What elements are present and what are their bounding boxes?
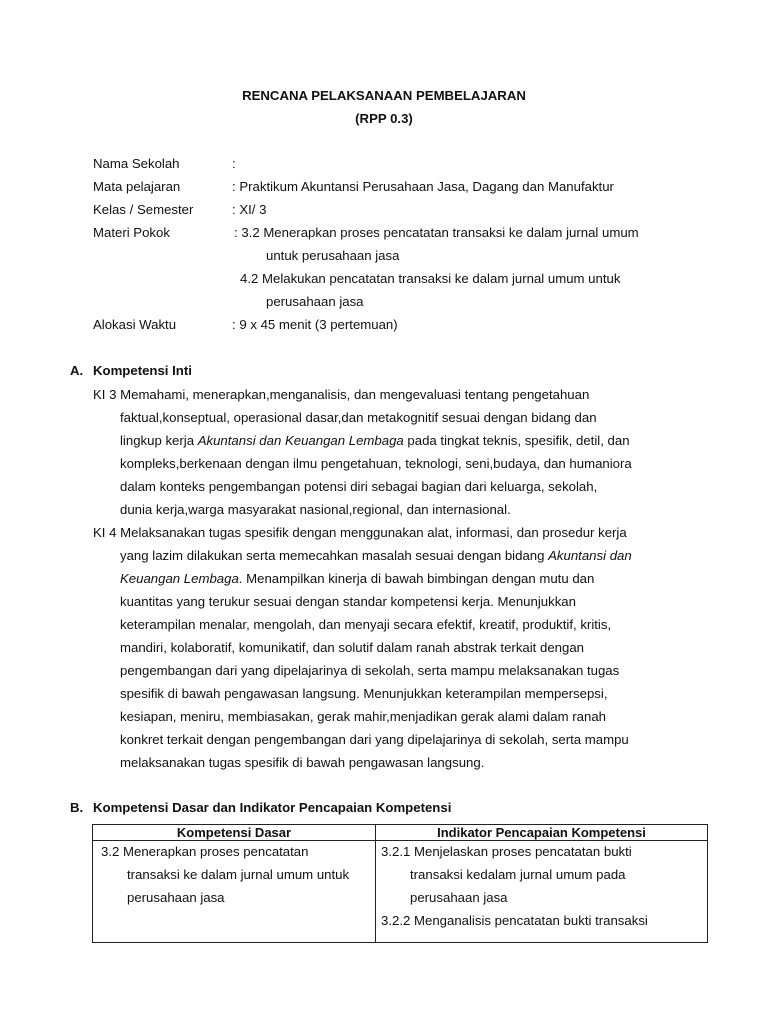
document-title: RENCANA PELAKSANAAN PEMBELAJARAN [242, 88, 526, 103]
ki3-text: lingkup kerja [120, 433, 198, 448]
column-header-kd: Kompetensi Dasar [93, 825, 376, 841]
school-value: : [232, 156, 236, 171]
ki4-line: spesifik di bawah pengawasan langsung. Menunjukkan keterampilan mempersepsi, [120, 686, 608, 701]
competency-table [92, 824, 708, 943]
section-a-heading: Kompetensi Inti [93, 363, 192, 378]
school-label: Nama Sekolah [93, 156, 180, 171]
ki3-line: dunia kerja,warga masyarakat nasional,regional, dan internasional. [120, 502, 511, 517]
table-row [93, 841, 708, 943]
kd-line: perusahaan jasa [127, 890, 225, 905]
ki4-line [120, 549, 632, 562]
subject-label: Mata pelajaran [93, 179, 181, 194]
ki4-line: mandiri, kolaboratif, komunikatif, dan solutif dalam ranah abstrak terkait dengan [120, 640, 585, 655]
subject-value: : Praktikum Akuntansi Perusahaan Jasa, Dagang dan Manufaktur [232, 179, 614, 194]
ki4-line: melaksanakan tugas spesifik di bawah pengawasan langsung. [120, 755, 485, 770]
material-line-4: perusahaan jasa [266, 294, 364, 309]
ki4-field-name: Keuangan Lembaga [120, 571, 239, 586]
ki3-line: faktual,konseptual, operasional dasar,dan metakognitif sesuai dengan bidang dan [120, 410, 597, 425]
ki3-text: pada tingkat teknis, spesifik, detil, dan [403, 433, 630, 448]
section-b-heading: Kompetensi Dasar dan Indikator Pencapaian Kompetensi [93, 800, 452, 815]
table-header-row [93, 825, 708, 841]
ki4-line: KI 4 Melaksanakan tugas spesifik dengan menggunakan alat, informasi, dan prosedur kerja [93, 525, 627, 540]
class-value: : XI/ 3 [232, 202, 267, 217]
class-label: Kelas / Semester [93, 202, 194, 217]
time-label: Alokasi Waktu [93, 317, 177, 332]
material-line-3: 4.2 Melakukan pencatatan transaksi ke dalam jurnal umum untuk [240, 271, 621, 286]
kd-line: 3.2 Menerapkan proses pencatatan [101, 844, 309, 859]
ki4-field-name: Akuntansi dan [548, 548, 632, 563]
section-b-marker: B. [70, 800, 84, 815]
kd-line: transaksi ke dalam jurnal umum untuk [127, 867, 350, 882]
ki4-line: pengembangan dari yang dipelajarinya di sekolah, serta mampu melaksanakan tugas [120, 663, 620, 678]
ki4-line [120, 572, 594, 585]
ki4-text: yang lazim dilakukan serta memecahkan masalah sesuai dengan bidang [120, 548, 549, 563]
material-line-2: untuk perusahaan jasa [266, 248, 400, 263]
ki4-line: kesiapan, meniru, membiasakan, gerak mahir,menjadikan gerak alami dalam ranah [120, 709, 606, 724]
section-a-marker: A. [70, 363, 84, 378]
ki4-line: konkret terkait dengan pengembangan dari yang dipelajarinya di sekolah, serta mampu [120, 732, 629, 747]
ki4-line: kuantitas yang terukur sesuai dengan standar kompetensi kerja. Menunjukkan [120, 594, 576, 609]
material-line-1: : 3.2 Menerapkan proses pencatatan transaksi ke dalam jurnal umum [234, 225, 639, 240]
document-subtitle: (RPP 0.3) [355, 111, 413, 126]
indicator-line: 3.2.1 Menjelaskan proses pencatatan bukti [381, 844, 632, 859]
indicator-line: perusahaan jasa [410, 890, 508, 905]
indicator-cell [376, 841, 708, 943]
ki4-line: keterampilan menalar, mengolah, dan menyaji secara efektif, kreatif, produktif, kritis, [120, 617, 612, 632]
material-label: Materi Pokok [93, 225, 170, 240]
ki3-line: kompleks,berkenaan dengan ilmu pengetahuan, teknologi, seni,budaya, dan humaniora [120, 456, 632, 471]
kd-cell [93, 841, 376, 943]
ki3-line: dalam konteks pengembangan potensi diri sebagai bagian dari keluarga, sekolah, [120, 479, 598, 494]
column-header-indicator: Indikator Pencapaian Kompetensi [376, 825, 708, 841]
ki3-field-name: Akuntansi dan Keuangan Lembaga [197, 433, 404, 448]
time-value: : 9 x 45 menit (3 pertemuan) [232, 317, 398, 332]
ki3-line: KI 3 Memahami, menerapkan,menganalisis, dan mengevaluasi tentang pengetahuan [93, 387, 590, 402]
indicator-line: transaksi kedalam jurnal umum pada [410, 867, 626, 882]
ki3-line [120, 434, 630, 447]
indicator-line: 3.2.2 Menganalisis pencatatan bukti transaksi [381, 913, 648, 928]
ki4-text: . Menampilkan kinerja di bawah bimbingan dengan mutu dan [238, 571, 595, 586]
